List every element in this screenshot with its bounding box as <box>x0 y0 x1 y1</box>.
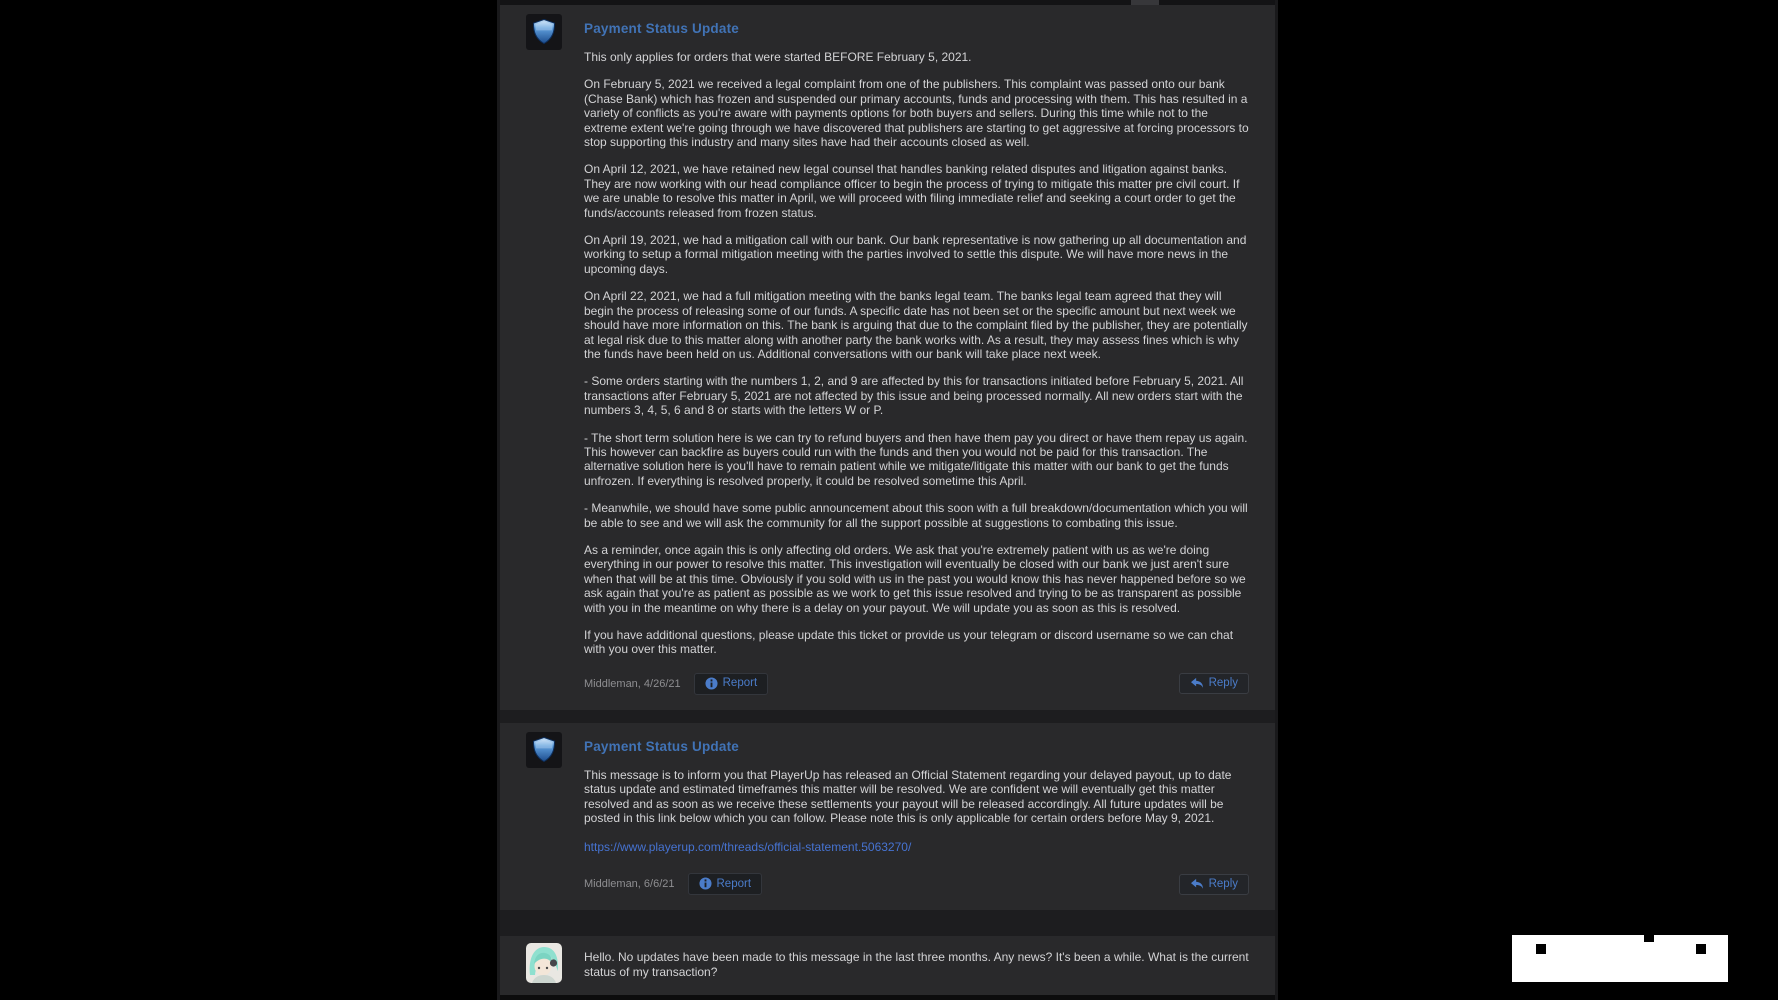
reply-button-label: Reply <box>1208 677 1238 690</box>
post-paragraph: If you have additional questions, please update this ticket or provide us your telegram or discord username so we can chat with you over this matter. <box>584 628 1234 657</box>
reply-button-label: Reply <box>1208 877 1238 890</box>
thread-panel <box>497 0 1278 1000</box>
redaction-mark <box>1696 944 1706 954</box>
post-paragraph: On April 19, 2021, we had a mitigation call with our bank. Our bank representative is now gathering up all documentation and working to setup a formal mitigation meeting with the parties involved to settle this dispute. We will have more news in the upcoming days. <box>584 233 1247 276</box>
post-link-row <box>584 838 1249 856</box>
author-avatar[interactable] <box>526 732 562 768</box>
forum-post <box>500 723 1275 911</box>
post-paragraph: - Some orders starting with the numbers 1, 2, and 9 are affected by this for transactions initiated before February 5, 2021. All transactions after February 5, 2021 are not affected by this issue and being processed normally. All new orders start with the numbers 3, 4, 5, 6 and 8 or starts with the letters W or P. <box>584 374 1244 418</box>
post-separator <box>500 910 1275 936</box>
post-paragraph: - The short term solution here is we can try to refund buyers and then have them pay you direct or have them repay us again. This however can backfire as buyers could run with the funds and then you would not be paid for this transaction. The alternative solution here is you'll have to remain patient while we mitigate/litigate this matter with our bank to get the funds unfrozen. If everything is resolved properly, it could be resolved sometime this April. <box>584 430 1248 488</box>
official-statement-link[interactable]: https://www.playerup.com/threads/official-statement.5063270/ <box>584 840 912 855</box>
post-paragraph: Hello. No updates have been made to this message in the last three months. Any news? It's been a while. What is the current status of my transaction? <box>584 950 1249 979</box>
post-separator <box>500 710 1275 723</box>
post-paragraph: As a reminder, once again this is only affecting old orders. We ask that you're extremely patient with us as we're doing everything in our power to resolve this matter. This investigation will eventually be closed with our bank we just aren't sure when that will be at this time. Obviously if you sold with us in the past you would know this has never happened before so we ask again that you're as patient as possible as we work to get this issue resolved and trying to be as transparent as possible with you in the meantime on why there is a delay on your payout. We will update you as soon as this is resolved. <box>584 542 1246 615</box>
post-byline: Middleman, 6/6/21 <box>584 878 675 891</box>
post-paragraph: On April 12, 2021, we have retained new legal counsel that handles banking related disputes and litigation against banks. They are now working with our head compliance officer to begin the process of trying to mitigate this matter pre civil court. If we are unable to resolve this matter in April, we will proceed with filing immediate relief and seeking a court order to get the funds/accounts released from frozen status. <box>584 162 1240 220</box>
post-footer <box>584 670 1249 702</box>
reply-arrow-icon <box>1190 677 1204 689</box>
post-paragraph: This only applies for orders that were started BEFORE February 5, 2021. <box>584 50 972 64</box>
post-title: Payment Status Update <box>584 21 739 36</box>
forum-post <box>500 5 1275 710</box>
post-title: Payment Status Update <box>584 738 739 754</box>
report-button-label: Report <box>716 877 752 890</box>
redaction-mark <box>1644 935 1654 942</box>
post-paragraph: On February 5, 2021 we received a legal complaint from one of the publishers. This complaint was passed onto our bank (Chase Bank) which has frozen and suspended our primary accounts, funds and processing with them. This has resulted in a variety of conflicts as you're aware with payments options for both buyers and sellers. During this time while not to the extreme extent we're going through we have discovered that publishers are starting to get aggressive at forcing processors to stop supporting this industry and many sites have had their accounts closed as well. <box>584 77 1249 150</box>
post-body <box>584 50 1249 657</box>
info-icon <box>699 877 712 890</box>
report-button-label: Report <box>722 677 758 690</box>
post-paragraph: On April 22, 2021, we had a full mitigation meeting with the banks legal team. The banks legal team agreed that they will begin the process of releasing some of our funds. A specific date has not been set or the specific amount but next week we should have more information on this. The bank is arguing that due to the complaint filed by the publisher, they are potentially at legal risk due to this matter along with another party the bank works with. As a result, they may assess fines which is why the funds have been held on us. Additional conversations with our bank will take place next week. <box>584 289 1248 361</box>
report-button[interactable] <box>694 673 769 695</box>
post-footer <box>584 870 1249 902</box>
author-avatar[interactable] <box>526 943 562 983</box>
post-paragraph: - Meanwhile, we should have some public announcement about this soon with a full breakdown/documentation which you will be able to see and we will ask the community for all the support possible at suggestions to combating this issue. <box>584 501 1248 530</box>
reply-button[interactable] <box>1179 673 1249 694</box>
report-button[interactable] <box>688 873 763 895</box>
reply-button[interactable] <box>1179 874 1249 895</box>
info-icon <box>705 677 718 690</box>
post-paragraph: This message is to inform you that PlayerUp has released an Official Statement regarding your delayed payout, up to date status update and estimated timeframes this matter will be resolved. We are confident we will eventually get this matter resolved and as soon as we receive these settlements your payout will be released accordingly. All future updates will be posted in this link below which you can follow. Please note this is only applicable for certain orders before May 9, 2021. <box>584 767 1232 826</box>
shield-icon <box>526 37 562 54</box>
panel-bottom-edge <box>500 995 1275 1000</box>
author-avatar[interactable] <box>526 14 562 50</box>
post-body <box>584 949 1249 979</box>
forum-post <box>500 936 1275 1000</box>
reply-arrow-icon <box>1190 878 1204 890</box>
post-byline: Middleman, 4/26/21 <box>584 677 681 690</box>
redaction-box <box>1512 935 1728 982</box>
post-body <box>584 768 1249 826</box>
redaction-mark <box>1536 944 1546 954</box>
shield-icon <box>526 755 562 772</box>
user-avatar <box>526 970 562 987</box>
